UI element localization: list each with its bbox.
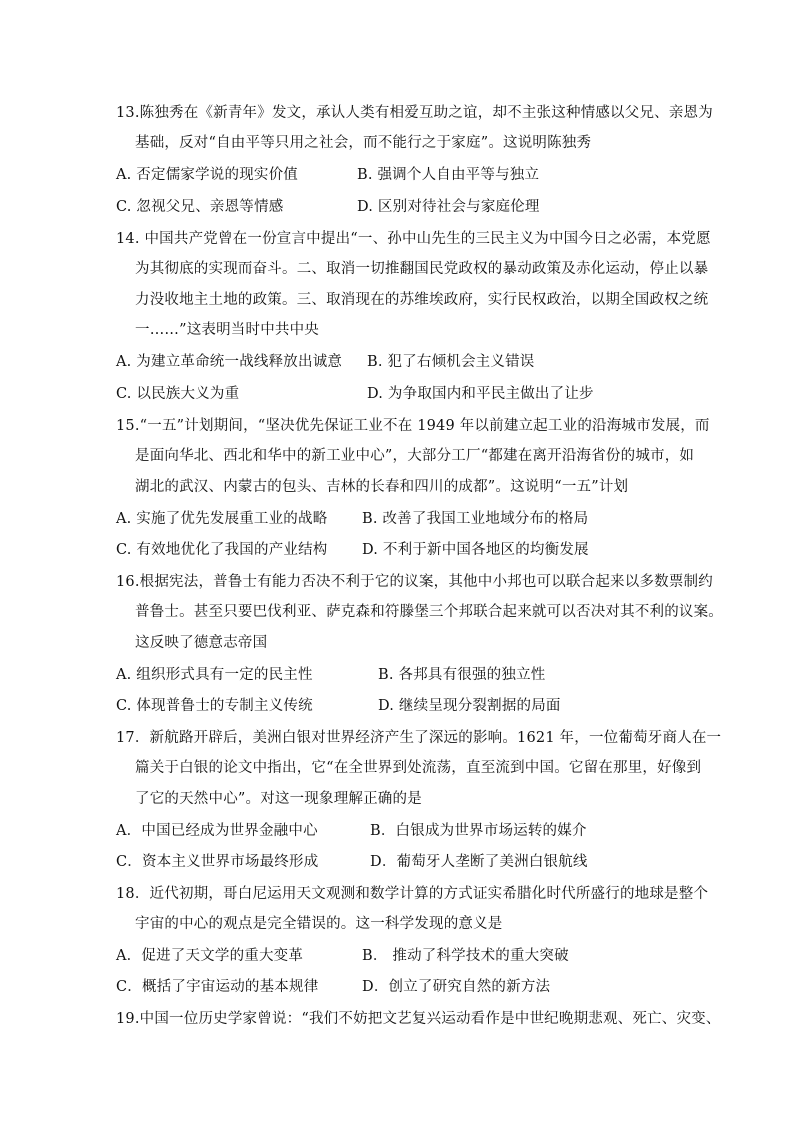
q18-stem-line1: 18．近代初期，哥白尼运用天文观测和数学计算的方式证实希腊化时代所盛行的地球是整个: [116, 886, 709, 902]
q14-stem-line3: 力没收地主土地的政策。三、取消现在的苏维埃政府，实行民权政治，以期全国政权之统: [135, 292, 709, 308]
q18-option-c: C．概括了宇宙运动的基本规律: [116, 979, 319, 995]
q14-option-b: B. 犯了右倾机会主义错误: [367, 354, 535, 370]
q15-option-a: A. 实施了优先发展重工业的战略: [116, 511, 328, 527]
q16-stem-line1: 16.根据宪法，普鲁士有能力否决不利于它的议案，其他中小邦也可以联合起来以多数票制约: [116, 574, 713, 590]
q14-stem-line4: 一……”这表明当时中共中央: [135, 322, 320, 338]
q17-option-a: A．中国已经成为世界金融中心: [116, 823, 318, 839]
q13-option-a: A. 否定儒家学说的现实价值: [116, 167, 298, 183]
q15-stem-line3: 湖北的武汉、内蒙古的包头、吉林的长春和四川的成都”。这说明“一五”计划: [135, 479, 629, 495]
q14-stem-line2: 为其彻底的实现而奋斗。二、取消一切推翻国民党政权的暴动政策及赤化运动，停止以暴: [135, 261, 709, 277]
q15-option-c: C. 有效地优化了我国的产业结构: [116, 542, 328, 558]
q14-option-d: D. 为争取国内和平民主做出了让步: [367, 386, 594, 402]
q18-option-d: D．创立了研究自然的新方法: [362, 979, 551, 995]
q16-option-d: D. 继续呈现分裂割据的局面: [378, 698, 561, 714]
q18-option-a: A．促进了天文学的重大变革: [116, 948, 304, 964]
q18-stem-line2: 宇宙的中心的观点是完全错误的。这一科学发现的意义是: [135, 916, 503, 932]
q17-option-c: C．资本主义世界市场最终形成: [116, 854, 319, 870]
q13-option-b: B. 强调个人自由平等与独立: [357, 167, 540, 183]
q13-option-c: C. 忽视父兄、亲恩等情感: [116, 199, 284, 215]
q17-option-b: B．白银成为世界市场运转的媒介: [370, 823, 587, 839]
q15-option-b: B. 改善了我国工业地域分布的格局: [362, 511, 589, 527]
q15-stem-line1: 15.“一五”计划期间，“坚决优先保证工业不在 1949 年以前建立起工业的沿海城市发展，而: [116, 418, 710, 434]
q17-option-d: D．葡萄牙人垄断了美洲白银航线: [370, 854, 588, 870]
q16-stem-line2: 普鲁士。甚至只要巴伐利亚、萨克森和符滕堡三个邦联合起来就可以否决对其不利的议案。: [135, 604, 723, 620]
q15-option-d: D. 不利于新中国各地区的均衡发展: [362, 542, 589, 558]
q15-stem-line2: 是面向华北、西北和华中的新工业中心”，大部分工厂“都建在离开沿海省份的城市，如: [135, 448, 695, 464]
q13-option-d: D. 区别对待社会与家庭伦理: [357, 199, 540, 215]
q14-stem-line1: 14. 中国共产党曾在一份宣言中提出“一、孙中山先生的三民主义为中国今日之必需，本党愿: [116, 231, 711, 247]
q19-stem-line1: 19.中国一位历史学家曾说：“我们不妨把文艺复兴运动看作是中世纪晚期悲观、死亡、灾变、: [116, 1011, 721, 1027]
q17-stem-line1: 17．新航路开辟后，美洲白银对世界经济产生了深远的影响。1621 年，一位葡萄牙商人在一: [116, 730, 722, 746]
q14-option-c: C. 以民族大义为重: [116, 386, 240, 402]
q17-stem-line2: 篇关于白银的论文中指出，它“在全世界到处流荡，直至流到中国。它留在那里，好像到: [135, 760, 702, 776]
q17-stem-line3: 了它的天然中心”。对这一现象理解正确的是: [135, 791, 422, 807]
q14-option-a: A. 为建立革命统一战线释放出诚意: [116, 354, 343, 370]
q13-stem-line2: 基础，反对“自由平等只用之社会，而不能行之于家庭”。这说明陈独秀: [135, 135, 592, 151]
q13-stem-line1: 13.陈独秀在《新青年》发文，承认人类有相爱互助之谊，却不主张这种情感以父兄、亲恩为: [116, 105, 713, 121]
q16-option-c: C. 体现普鲁士的专制主义传统: [116, 698, 313, 714]
q16-option-b: B. 各邦具有很强的独立性: [378, 667, 546, 683]
q16-stem-line3: 这反映了德意志帝国: [135, 635, 268, 651]
q16-option-a: A. 组织形式具有一定的民主性: [116, 667, 313, 683]
q18-option-b: B． 推动了科学技术的重大突破: [362, 948, 569, 964]
